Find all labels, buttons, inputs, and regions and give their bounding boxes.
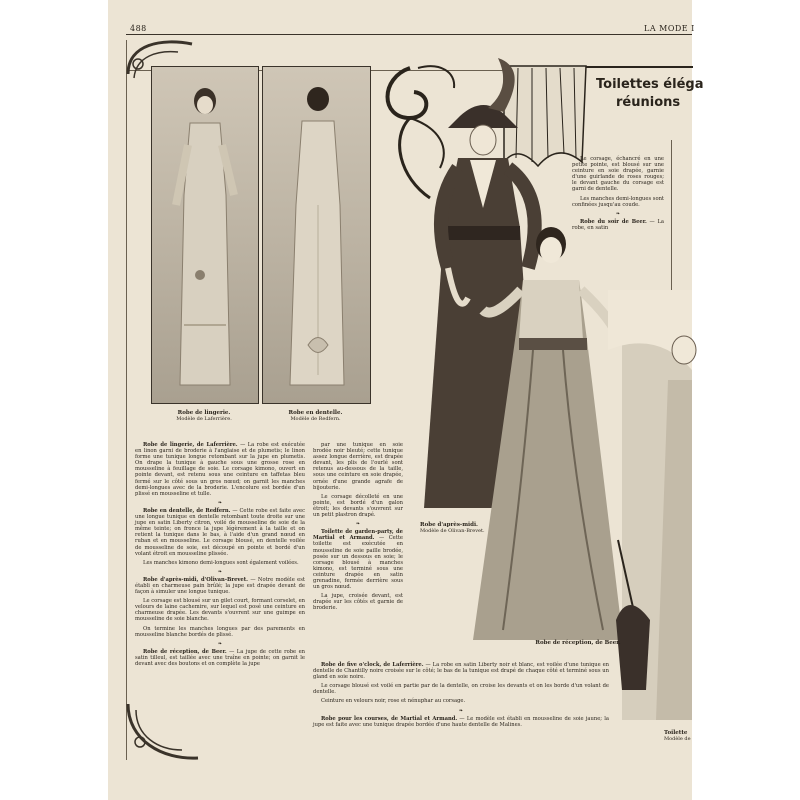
illustration-caption-3-title: Toilette <box>664 730 688 736</box>
paragraph-text: — Cette robe est faite avec une longue tunique en dentelle retombant toute droite sur une jupe en satin Liberty citron, voilé de mousseline de soie de la même teinte; on fronce la jupe légèrement à la taille et on retient la tunique dans le bas, à l'aide d'un grand nœud en ruban et en mousseline. Le corsage blousé, en dentelle voilée de mousseline de soie, est découpé en pointe et bordé d'un volant étroit en mousseline plissée. <box>135 507 305 557</box>
illustration-caption-2-title: Robe de réception, de Beer. <box>535 640 621 646</box>
paragraph <box>313 716 609 728</box>
banner-title-line-2: réunions <box>616 95 681 110</box>
illustration-caption-1 <box>420 522 490 534</box>
paragraph-text: Les manches demi-longues sont confinées jusqu'au coude. <box>572 195 664 208</box>
paragraph-text: Ceinture en velours noir, rose et nénuphar au corsage. <box>321 698 466 705</box>
paragraph <box>313 698 609 704</box>
paragraph <box>313 494 403 518</box>
paragraph-text: Le corsage blousé est voilé en partie par de la dentelle, on croise les devants et on les borde d'un volant de dentelle. <box>313 683 609 696</box>
illustration-caption-1-title: Robe d'après-midi. <box>420 522 478 528</box>
photo-caption-2-title: Robe en dentelle. <box>288 410 343 416</box>
paragraph-separator: ❧ <box>217 499 223 506</box>
paragraph <box>313 442 403 491</box>
header-rule <box>126 34 692 35</box>
photo-caption-1 <box>151 410 257 422</box>
paragraph-lead: Robe d'après-midi, d'Olivan-Brevet. <box>143 576 248 583</box>
woman-figure-back-icon <box>282 75 352 395</box>
paragraph-separator: ❧ <box>217 640 223 647</box>
paragraph-text: Le corsage est blousé sur un gilet court, formant corselet, en velours de laine cachemire, sur lequel est posé une ceinture en charmeuse drapée. Les devants s'ouvrent sur une guimpe en mousseline de soie blanche. <box>135 598 305 623</box>
paragraph <box>313 529 403 590</box>
journal-title: LA MODE I <box>644 24 695 33</box>
paragraph-lead: Toilette de garden-party, de Martial et Armand. <box>313 529 403 542</box>
woman-figure-icon <box>170 75 240 395</box>
illustration-caption-3-subtitle: Modèle de <box>664 736 691 742</box>
photo-caption-2 <box>262 410 369 422</box>
paragraph-lead: Robe du soir de Beer. <box>580 218 647 225</box>
paragraph-text: Les manches kimono demi-longues sont également voilées. <box>143 559 299 566</box>
paragraph <box>135 598 305 622</box>
text-column-left <box>135 442 305 734</box>
paragraph <box>572 219 664 231</box>
paragraph-text: — Cette toilette est exécutée en mousseline de soie paille brodée, posée sur un dessous en soie; le corsage blousé à manches kimono, est terminé sous une ceinture drapée en satin grenadine, fermée derrière sous un gros nœud. <box>313 535 403 591</box>
paragraph-text: — Le modèle est établi en mousseline de soie jaune; la jupe est faite avec une tunique drapée bordée d'une haute dentelle de Malines. <box>313 715 609 728</box>
paragraph-text: — La robe est exécutée en linon garni de broderie à l'anglaise et de plumetis; le linon forme une tunique longue retombant sur la jupe en plumetis. On drape la tunique à gauche sous une grosse rose en mousseline à feuillage de soie. Le corsage kimono, ouvert en pointe devant, est retenu sous une ceinture en taffetas bleu fermé sur le côté sous un gros nœud; on garnit les manches demi-longues avec de la broderie. L'encolure est bordée d'un plissé en mousseline et tulle. <box>135 442 305 497</box>
paragraph <box>135 577 305 595</box>
magazine-page <box>108 0 704 800</box>
paragraph <box>135 626 305 638</box>
text-column-middle <box>313 442 403 660</box>
paragraph-separator: ❧ <box>458 707 464 714</box>
paragraph <box>572 156 664 193</box>
text-column-right <box>572 156 664 286</box>
paragraph <box>313 662 609 680</box>
paragraph-text: — Notre modèle est établi en charmeuse pain brûlé; la jupe est drapée devant de façon à simuler une longue tunique. <box>135 576 305 596</box>
paragraph <box>135 442 305 497</box>
paragraph <box>135 649 305 667</box>
paragraph <box>313 593 403 611</box>
paragraph-text: — La jupe de cette robe en satin tilleul, est taillée avec une traîne en pointe; on garnit le devant avec des boutons et on complète la jupe <box>135 648 305 667</box>
text-bottom-paragraphs <box>313 662 609 762</box>
banner-title-line-1: Toilettes éléga <box>596 77 704 92</box>
illustration-caption-3 <box>664 730 692 742</box>
right-column-rule <box>671 140 672 290</box>
page-number: 488 <box>130 24 147 33</box>
photo-caption-2-subtitle: Modèle de Redfern. <box>290 416 341 422</box>
paragraph <box>313 683 609 695</box>
paragraph-lead: Robe de five o'clock, de Laferrière. <box>321 662 424 668</box>
paragraph-lead: Robe de lingerie, de Laferrière. <box>143 442 238 448</box>
paragraph-text: La jupe, croisée devant, est drapée sur les côtés et garnie de broderie. <box>313 593 403 612</box>
paragraph-text: Le corsage, échancré en une petite pointe, est blousé sur une ceinture en soie drapée, garnie d'une guirlande de roses rouges; le devant gauche du corsage est garni de dentelle. <box>572 156 664 193</box>
paragraph-text: — La robe, en satin <box>572 218 665 231</box>
photo-caption-1-title: Robe de lingerie. <box>177 410 231 416</box>
photo-lingerie-dress <box>151 66 259 404</box>
paragraph-text: — La robe en satin Liberty noir et blanc, est voilée d'une tunique en dentelle de Chantilly noire croisée sur le côté; le bas de la tunique est drapé de chaque côté et terminé sous un gland en soie noire. <box>313 662 610 681</box>
paragraph-lead: Robe de réception, de Beer. <box>143 648 227 655</box>
paragraph-separator: ❧ <box>217 568 223 575</box>
paragraph <box>572 196 664 208</box>
illustration-caption-2 <box>528 640 628 646</box>
frame-left-line <box>126 40 127 760</box>
paragraph-lead: Robe pour les courses, de Martial et Armand. <box>321 715 458 722</box>
paragraph-text: par une tunique en soie brodée noir bleuté; cette tunique assez longue derrière, est drapée devant, les plis de l'ourlé sont retenus au-dessous de la taille, sous une ceinture en soie drapée, ornée d'une grande agrafe de bijouterie. <box>313 442 403 491</box>
illustration-partial-toilette <box>608 290 692 750</box>
paragraph-separator: ❧ <box>615 210 621 217</box>
paragraph-lead: Robe en dentelle, de Redfern. <box>143 507 231 514</box>
paragraph-text: Le corsage décolleté en une pointe, est bordé d'un galon étroit; les devants s'ouvrent sur un petit plastron drapé. <box>313 493 403 519</box>
paragraph <box>135 508 305 557</box>
illustration-caption-1-subtitle: Modèle de Olivan-Brevet. <box>420 528 485 534</box>
paragraph-separator: ❧ <box>355 521 361 528</box>
paragraph-text: On termine les manches longues par des parements en mousseline blanche bordés de plissé. <box>135 625 305 638</box>
paragraph <box>135 560 305 566</box>
photo-lace-dress <box>262 66 371 404</box>
photo-caption-1-subtitle: Modèle de Laferrière. <box>176 416 232 422</box>
